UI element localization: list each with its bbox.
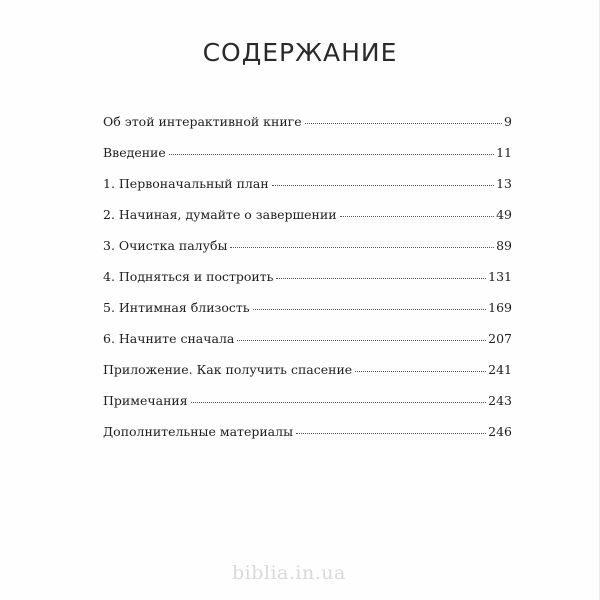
toc-entry — [103, 145, 512, 176]
toc-entry — [103, 207, 512, 238]
toc-entry-page-number: 243 — [488, 393, 512, 408]
toc-entry-label: Введение — [103, 145, 166, 160]
toc-entry-label: Приложение. Как получить спасение — [103, 362, 353, 377]
toc-entry — [103, 269, 512, 300]
toc-entry-label: 3. Очистка палубы — [103, 238, 228, 253]
toc-entry — [103, 114, 512, 145]
dot-leader — [340, 216, 495, 217]
table-of-contents — [103, 114, 512, 455]
toc-entry-label: 1. Первоначальный план — [103, 176, 269, 191]
dot-leader — [305, 123, 502, 124]
toc-entry — [103, 424, 512, 455]
toc-entry-label: Примечания — [103, 393, 188, 408]
site-watermark: biblia.in.ua — [232, 562, 346, 584]
toc-entry — [103, 362, 512, 393]
toc-entry-page-number: 49 — [496, 207, 512, 222]
toc-entry-page-number: 89 — [496, 238, 512, 253]
toc-entry-page-number: 207 — [488, 331, 512, 346]
toc-entry-label: 6. Начните сначала — [103, 331, 235, 346]
dot-leader — [276, 278, 486, 279]
toc-entry — [103, 331, 512, 362]
toc-entry-page-number: 13 — [496, 176, 512, 191]
dot-leader — [237, 340, 486, 341]
toc-entry-page-number: 11 — [496, 145, 512, 160]
toc-entry-page-number: 246 — [488, 424, 512, 439]
toc-entry-label: 5. Интимная близость — [103, 300, 250, 315]
dot-leader — [296, 433, 486, 434]
dot-leader — [253, 309, 487, 310]
dot-leader — [272, 185, 494, 186]
dot-leader — [169, 154, 494, 155]
toc-entry-page-number: 169 — [488, 300, 512, 315]
dot-leader — [230, 247, 494, 248]
toc-entry — [103, 393, 512, 424]
toc-entry — [103, 300, 512, 331]
toc-entry-label: 2. Начиная, думайте о завершении — [103, 207, 337, 222]
dot-leader — [191, 402, 487, 403]
toc-entry-label: Дополнительные материалы — [103, 424, 294, 439]
toc-entry-page-number: 131 — [488, 269, 512, 284]
dot-leader — [355, 371, 486, 372]
toc-entry-page-number: 9 — [504, 114, 512, 129]
toc-entry-page-number: 241 — [488, 362, 512, 377]
toc-entry — [103, 176, 512, 207]
toc-entry-label: 4. Подняться и построить — [103, 269, 274, 284]
page-title: СОДЕРЖАНИЕ — [202, 38, 398, 67]
toc-entry-label: Об этой интерактивной книге — [103, 114, 302, 129]
toc-entry — [103, 238, 512, 269]
